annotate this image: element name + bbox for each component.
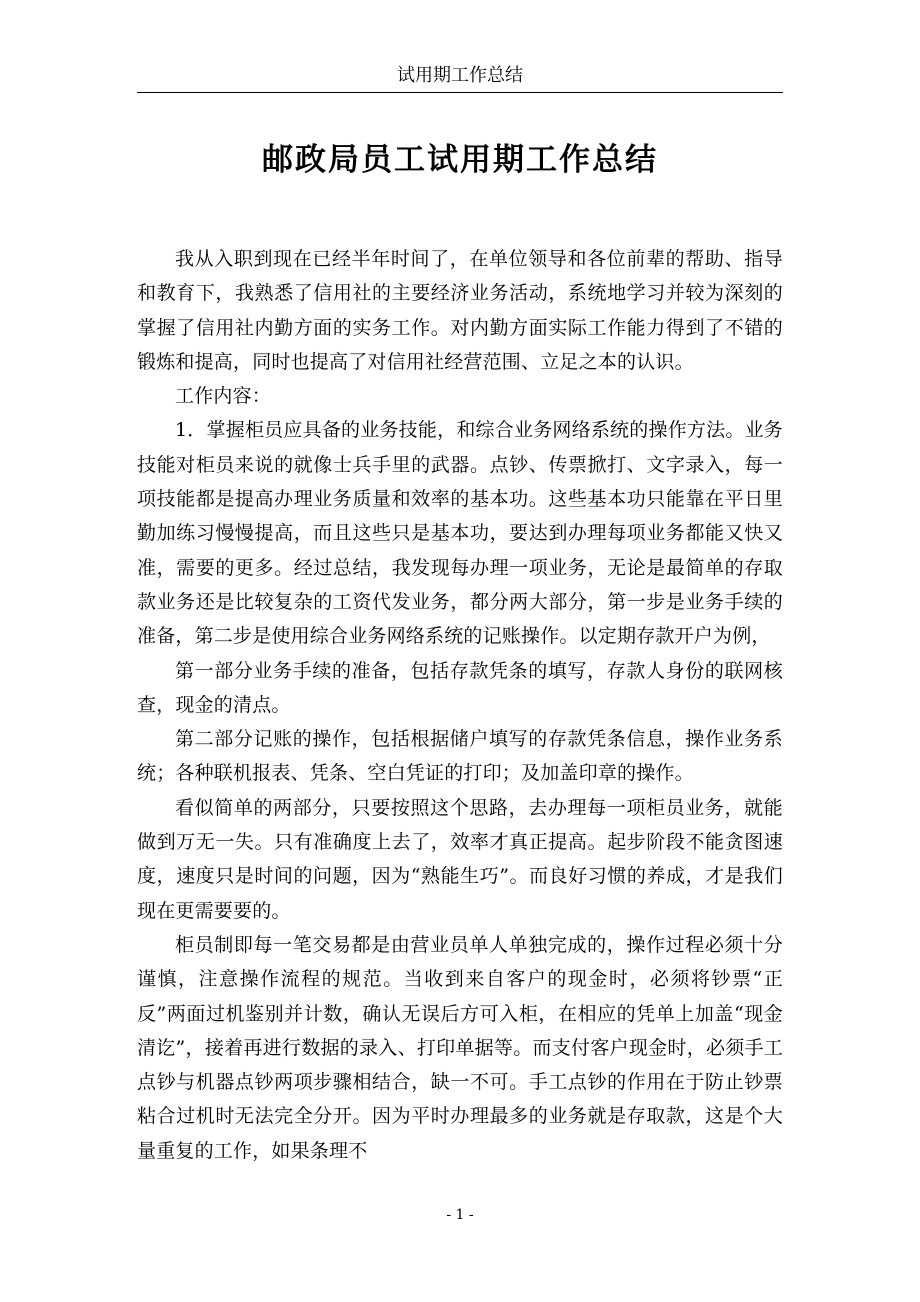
paragraph-summary: 看似简单的两部分，只要按照这个思路，去办理每一项柜员业务，就能做到万无一失。只有准确度上去了，效率才真正提高。起步阶段不能贪图速度，速度只是时间的问题，因为“熟能生巧”。而良好习惯的养成，才是我们现在更需要要的。 <box>137 796 783 922</box>
paragraph-intro: 我从入职到现在已经半年时间了，在单位领导和各位前辈的帮助、指导和教育下，我熟悉了信用社的主要经济业务活动，系统地学习并较为深刻的掌握了信用社内勤方面的实务工作。对内勤方面实际工作能力得到了不错的锻炼和提高，同时也提高了对信用社经营范围、立足之本的认识。 <box>137 248 783 373</box>
running-header: 试用期工作总结 <box>397 65 523 86</box>
paragraph-part-one: 第一部分业务手续的准备，包括存款凭条的填写，存款人身份的联网核查，现金的清点。 <box>137 659 783 716</box>
document-body <box>137 242 783 1168</box>
paragraph-teller-system: 柜员制即每一笔交易都是由营业员单人单独完成的，操作过程必须十分谨慎，注意操作流程的规范。当收到来自客户的现金时，必须将钞票“正反”两面过机鉴别并计数，确认无误后方可入柜，在相应的凭单上加盖“现金清讫”，接着再进行数据的录入、打印单据等。而支付客户现金时，必须手工点钞与机器点钞两项步骤相结合，缺一不可。手工点钞的作用在于防止钞票粘合过机时无法完全分开。因为平时办理最多的业务就是存取款，这是个大量重复的工作，如果条理不 <box>137 933 783 1162</box>
paragraph-item-1: 1．掌握柜员应具备的业务技能，和综合业务网络系统的操作方法。业务技能对柜员来说的就像士兵手里的武器。点钞、传票掀打、文字录入，每一项技能都是提高办理业务质量和效率的基本功。这些基本功只能靠在平日里勤加练习慢慢提高，而且这些只是基本功，要达到办理每项业务都能又快又准，需要的更多。经过总结，我发现每办理一项业务，无论是最简单的存取款业务还是比较复杂的工资代发业务，都分两大部分，第一步是业务手续的准备，第二步是使用综合业务网络系统的记账操作。以定期存款开户为例， <box>137 419 783 648</box>
paragraph-work-content-heading: 工作内容： <box>175 385 272 408</box>
document-title: 邮政局员工试用期工作总结 <box>262 142 658 178</box>
paragraph-part-two: 第二部分记账的操作，包括根据储户填写的存款凭条信息，操作业务系统；各种联机报表、凭条、空白凭证的打印；及加盖印章的操作。 <box>137 728 783 785</box>
page-number: - 1 - <box>446 1207 474 1223</box>
header-divider <box>137 92 783 93</box>
